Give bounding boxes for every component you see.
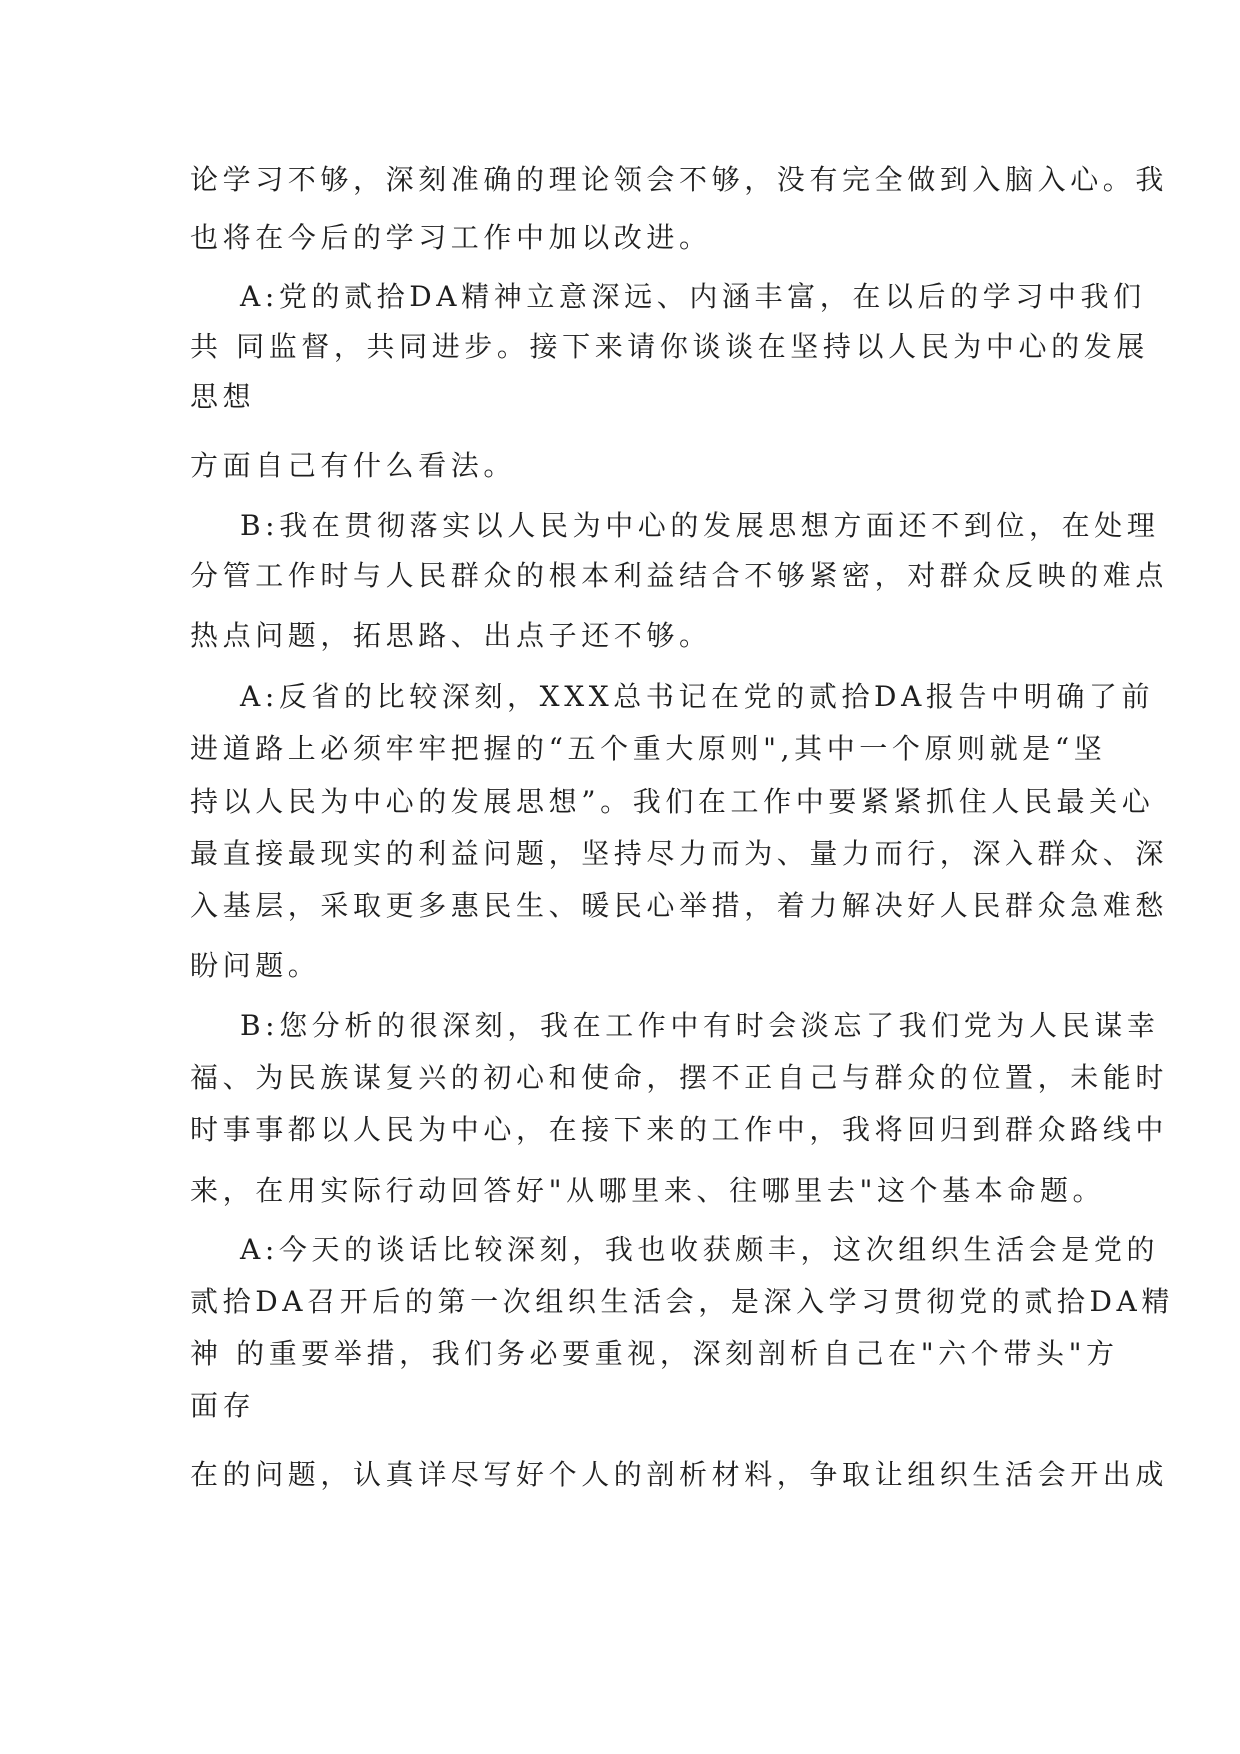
text-line: 持以人民为中心的发展思想”。我们在工作中要紧紧抓住人民最关心	[190, 785, 1155, 818]
text-line: 在的问题，认真详尽写好个人的剖析材料，争取让组织生活会开出成	[190, 1458, 1169, 1491]
text-line: 入基层，采取更多惠民生、暖民心举措，着力解决好人民群众急难愁	[190, 889, 1169, 922]
text-line: 时事事都以人民为中心，在接下来的工作中，我将回归到群众路线中	[190, 1113, 1169, 1146]
text-line: 盼问题。	[190, 949, 321, 982]
text-line: 共 同监督，共同进步。接下来请你谈谈在坚持以人民为中心的发展	[190, 330, 1149, 363]
text-line: 面存	[190, 1389, 256, 1422]
text-line: 方面自己有什么看法。	[190, 449, 517, 482]
dialogue-line-a: A:反省的比较深刻，XXX总书记在党的贰拾DA报告中明确了前	[240, 680, 1155, 713]
dialogue-line-b: B:我在贯彻落实以人民为中心的发展思想方面还不到位，在处理	[240, 509, 1160, 542]
text-line: 福、为民族谋复兴的初心和使命，摆不正自己与群众的位置，未能时	[190, 1061, 1169, 1094]
text-line: 来，在用实际行动回答好"从哪里来、往哪里去"这个基本命题。	[190, 1174, 1106, 1207]
text-line: 贰拾DA召开后的第一次组织生活会，是深入学习贯彻党的贰拾DA精	[190, 1285, 1174, 1318]
dialogue-line-b: B:您分析的很深刻，我在工作中有时会淡忘了我们党为人民谋幸	[240, 1009, 1160, 1042]
text-line: 最直接最现实的利益问题，坚持尽力而为、量力而行，深入群众、深	[190, 837, 1169, 870]
text-line: 论学习不够，深刻准确的理论领会不够，没有完全做到入脑入心。我	[190, 163, 1169, 196]
text-line: 思想	[190, 380, 256, 413]
text-line: 神 的重要举措，我们务必要重视，深刻剖析自己在"六个带头"方	[190, 1337, 1119, 1370]
text-line: 分管工作时与人民群众的根本利益结合不够紧密，对群众反映的难点	[190, 559, 1169, 592]
dialogue-line-a: A:今天的谈话比较深刻，我也收获颇丰，这次组织生活会是党的	[240, 1233, 1160, 1266]
text-line: 进道路上必须牢牢把握的“五个重大原则",其中一个原则就是“坚	[190, 732, 1107, 765]
dialogue-line-a: A:党的贰拾DA精神立意深远、内涵丰富，在以后的学习中我们	[240, 280, 1146, 313]
text-line: 热点问题，拓思路、出点子还不够。	[190, 619, 712, 652]
text-line: 也将在今后的学习工作中加以改进。	[190, 221, 712, 254]
